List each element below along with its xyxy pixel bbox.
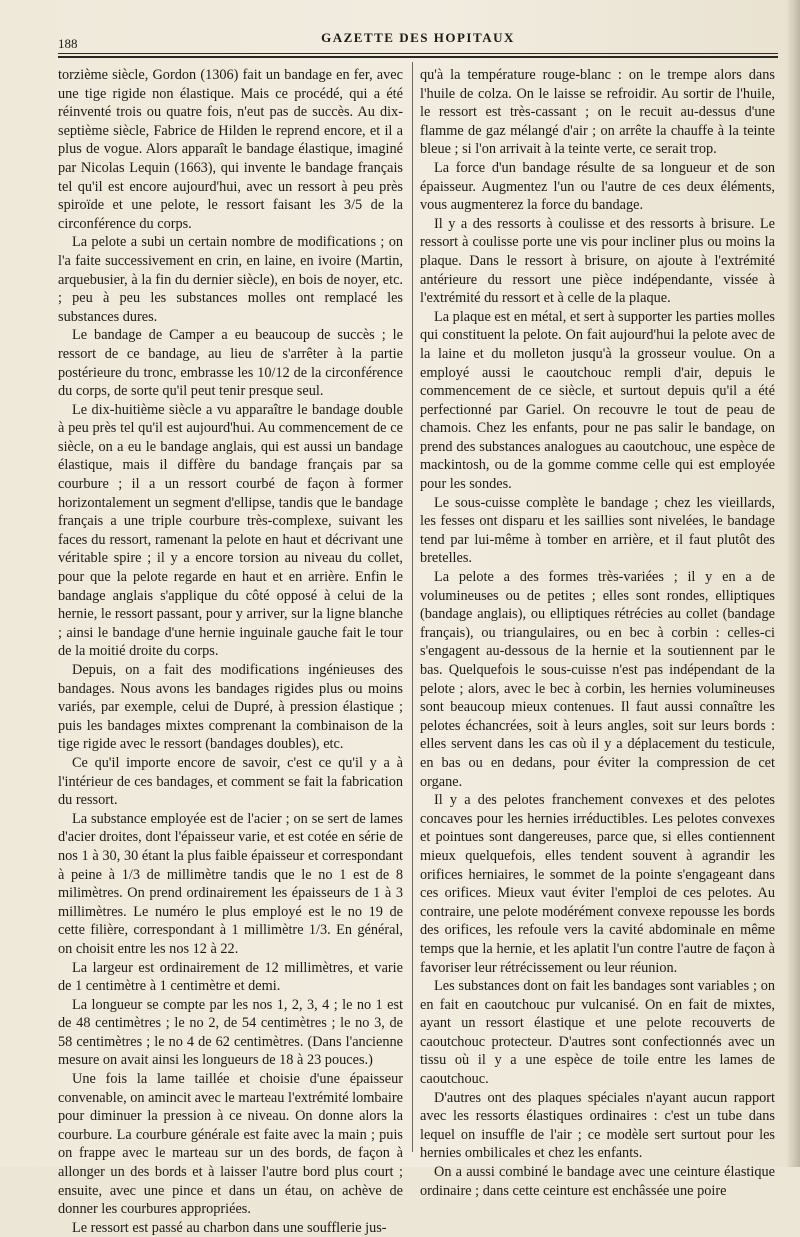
right-column	[420, 66, 775, 1200]
paragraph: La force d'un bandage résulte de sa longueur et de son épaisseur. Augmentez l'un ou l'autre de ces deux éléments, vous augmenterez la force du bandage.	[420, 159, 775, 214]
paragraph: La pelote a subi un certain nombre de modifications ; on l'a faite successivement en crin, en laine, en ivoire (Martin, arquebusier, à la fin du dernier siècle), en bois de noyer, etc. ; peu à peu les substances molles ont remplacé les substances dures.	[58, 234, 403, 325]
paragraph: Il y a des ressorts à coulisse et des ressorts à brisure. Le ressort à coulisse porte une vis pour incliner plus ou moins la plaque. Dans le ressort à brisure, on ajoute à l'extrémité antérieure du ressort une pièce indépendante, vissée à l'extrémité du ressort et à celle de la plaque.	[420, 215, 775, 307]
page-header	[58, 28, 778, 50]
header-rule-double	[58, 56, 778, 58]
paragraph: Le sous-cuisse complète le bandage ; chez les vieillards, les fesses ont disparu et les saillies sont nivelées, le bandage tend par lui-même à tomber en arrière, et il faut plutôt des bretelles.	[420, 494, 775, 567]
paragraph: Les substances dont on fait les bandages sont variables ; on en fait en caoutchouc pur vulcanisé. On en fait de mixtes, ayant un ressort élastique et une pelote recouverts de caoutchouc protecteur. D'autres sont confectionnés avec un tissu où il y a une espèce de toile entre les lames de caoutchouc.	[420, 978, 775, 1088]
paragraph: Le bandage de Camper a eu beaucoup de succès ; le ressort de ce bandage, au lieu de s'arrêter à la partie postérieure du tronc, embrasse les 10/12 de la circonférence du corps, de sorte qu'il peut tenir presque seul.	[58, 327, 403, 400]
paragraph: On a aussi combiné le bandage avec une ceinture élastique ordinaire ; dans cette ceinture est enchâssée une poire	[420, 1164, 775, 1199]
paragraph: Le dix-huitième siècle a vu apparaître le bandage double à peu près tel qu'il est aujourd'hui. Au commencement de ce siècle, on a eu le bandage anglais, qui est aussi un bandage élastique, mais il diffère du bandage français par sa courbure ; il a un ressort courbé de façon à former horizontalement un segment d'ellipse, tandis que le bandage français a une triple courbure très-complexe, suivant les faces du ressort, ramenant la pelote en haut et décrivant une véritable spire ; il y a encore torsion au niveau du collet, pour que la pelote regarde en haut et en arrière. Enfin le bandage anglais s'applique du côté opposé à celui de la hernie, le ressort passant, pour y arriver, sur la ligne blanche ; ainsi le bandage d'une hernie inguinale gauche fait le tour de la moitié droite du corps.	[58, 401, 403, 660]
page-edge-shadow	[786, 0, 800, 1167]
paragraph: Ce qu'il importe encore de savoir, c'est ce qu'il y a à l'intérieur de ces bandages, et comment se fait la fabrication du ressort.	[58, 754, 403, 809]
paragraph: La plaque est en métal, et sert à supporter les parties molles qui constituent la pelote. On fait aujourd'hui la pelote avec de la laine et du molleton jusqu'à la grosseur voulue. On a employé aussi le caoutchouc rempli d'air, depuis le commencement de ce siècle, et surtout depuis qu'il a été perfectionné par Gariel. On recouvre le tout de peau de chamois. Chez les enfants, pour ne pas salir le bandage, on prend des substances analogues au caoutchouc, une espèce de mackintosh, ou de la gomme comme celle qui est employée pour les sondes.	[420, 308, 775, 493]
paragraph: Depuis, on a fait des modifications ingénieuses des bandages. Nous avons les bandages rigides plus ou moins variés, par exemple, celui de Dupré, à pression élastique ; puis les bandages mixtes comprenant la combinaison de la tige rigide avec le ressort (bandages doubles), etc.	[58, 662, 403, 753]
paragraph: qu'à la température rouge-blanc : on le trempe alors dans l'huile de colza. On le laisse se refroidir. Au sortir de l'huile, le ressort est très-cassant ; on le recuit au-dessus d'une flamme de gaz mélangé d'air ; on arrête la chauffe à la teinte bleue ; si l'on arrivait à la teinte verte, ce serait trop.	[420, 67, 775, 158]
running-title: GAZETTE DES HOPITAUX	[321, 30, 515, 45]
paragraph: La longueur se compte par les nos 1, 2, 3, 4 ; le no 1 est de 48 centimètres ; le no 2, de 54 centimètres ; le no 3, de 58 centimètres ; le no 4 de 62 centimètres. (Dans l'ancienne mesure on avait ainsi les longueurs de 18 à 23 pouces.)	[58, 996, 403, 1069]
header-rule	[58, 53, 778, 54]
paragraph: Le ressort est passé au charbon dans une soufflerie jus-	[72, 1219, 387, 1236]
paragraph: La pelote a des formes très-variées ; il y en a de volumineuses ou de petites ; elles sont rondes, elliptiques (bandage anglais), ou elliptiques rétrécies au collet (bandage français), ou triangulaires, ou en bec à corbin : celles-ci s'engagent au-dessous de la hernie et la soutiennent par le bas. Quelquefois le sous-cuisse n'est pas indépendant de la pelote ; alors, avec le bec à corbin, les hernies volumineuses sont beaucoup mieux contenues. Il faut aussi connaître les pelotes échancrées, soit à leurs angles, soit sur leurs bords : elles servent dans les cas où il y a déplacement du testicule, en bas ou en dedans, pour éviter la compression de cet organe.	[420, 569, 775, 790]
paragraph: D'autres ont des plaques spéciales n'ayant aucun rapport avec les ressorts élastiques ordinaires : c'est un tube dans lequel on insuffle de l'air ; ce modèle sert surtout pour les hernies ombilicales et chez les enfants.	[420, 1089, 775, 1162]
left-column	[58, 66, 403, 1237]
paragraph: Il y a des pelotes franchement convexes et des pelotes concaves pour les hernies irréductibles. Les pelotes convexes et pointues sont dangereuses, parce que, si elles contiennent mieux quelquefois, elles tendent souvent à agrandir les orifices herniaires, le sommet de la pointe s'engageant dans ces orifices. Mieux vaut éviter l'emploi de ces pelotes. Au contraire, une pelote modérément convexe repousse les bords des orifices, les refoule vers la cavité abdominale en même temps que la hernie, et les aplatit l'un contre l'autre de façon à favoriser leur rétrécissement ou leur réunion.	[420, 792, 775, 976]
paragraph: torzième siècle, Gordon (1306) fait un bandage en fer, avec une tige rigide non élastique. Mais ce procédé, qui a été réinventé trois ou quatre fois, n'eut pas de succès. Au dix-septième siècle, Fabrice de Hilden le reprend encore, et il a plus de vogue. Alors apparaît le bandage élastique, imaginé par Nicolas Lequin (1663), qui invente le bandage français tel qu'il est encore aujourd'hui, avec un ressort à peu près spiroïde et une pelote, le ressort faisant les 3/5 de la circonférence du corps.	[58, 67, 403, 232]
paragraph: La substance employée est de l'acier ; on se sert de lames d'acier droites, dont l'épaisseur varie, et est cotée en série de nos 1 à 30, 30 étant la plus faible épaisseur et correspondant à peine à 1/3 de millimètre tandis que le no 1 est de 8 milimètres. On prend ordinairement les épaisseurs de 1 à 3 millimètres. Le numéro le plus employé est le no 19 de cette filière, correspondant à 1 millimètre 1/3. En général, on choisit entre les nos 12 à 22.	[58, 810, 403, 957]
column-divider	[412, 62, 413, 1152]
paragraph: Une fois la lame taillée et choisie d'une épaisseur convenable, on amincit avec le marteau l'extrémité lombaire pour diminuer la pression à ce niveau. On donne alors la courbure. La courbure générale est faite avec la main ; puis on frappe avec le marteau sur un des bords, de façon à allonger un des bords et à laisser l'autre bord plus court ; ensuite, avec une pince et dans un étau, on achève de donner les courbures appropriées.	[58, 1071, 403, 1218]
page-number: 188	[58, 36, 78, 51]
paragraph: La largeur est ordinairement de 12 millimètres, et varie de 1 centimètre à 1 centimètre et demi.	[58, 959, 403, 995]
